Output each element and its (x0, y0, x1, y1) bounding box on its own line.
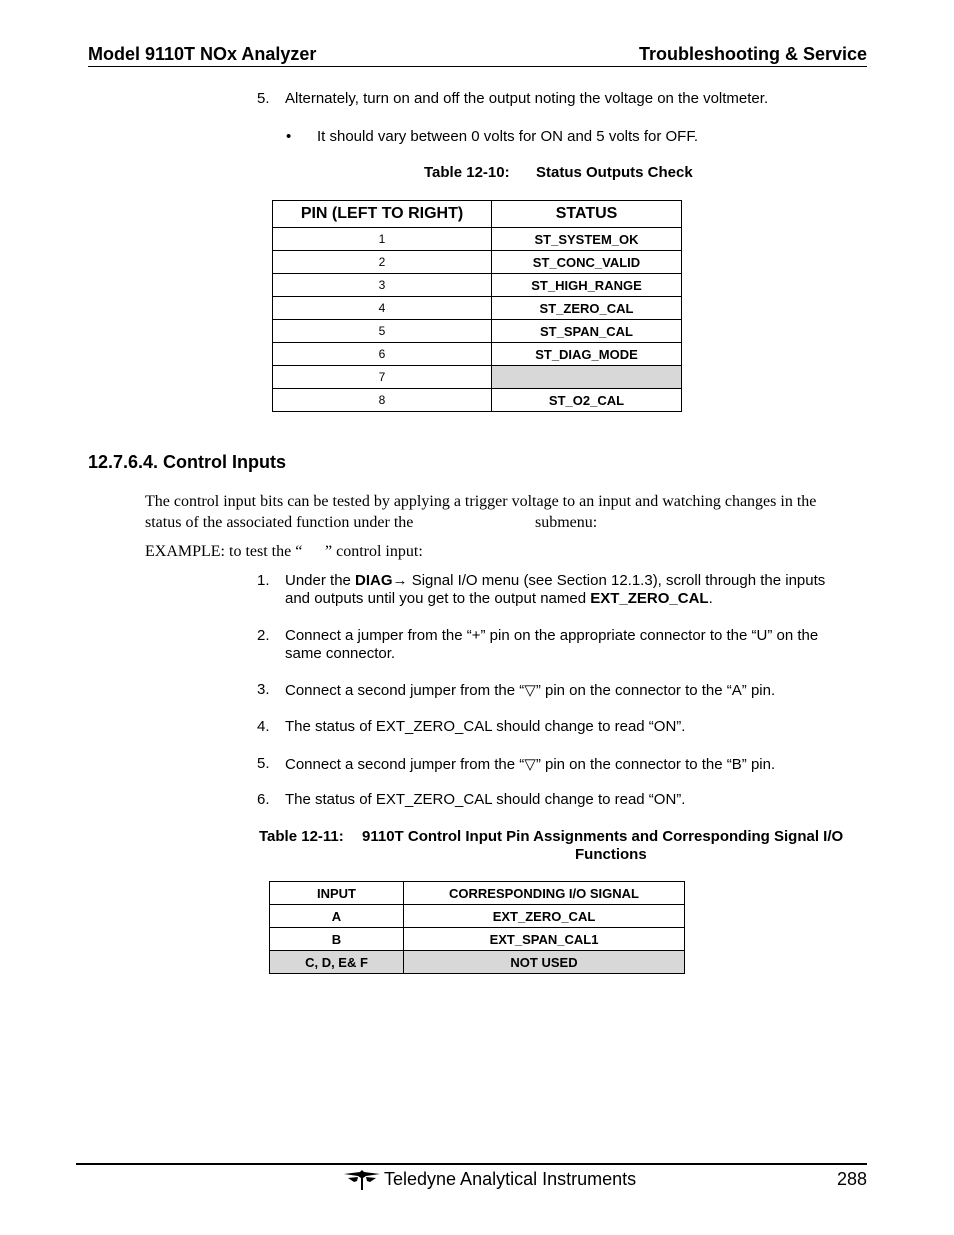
bullet-glyph: • (286, 128, 292, 145)
signal-cell: NOT USED (404, 951, 685, 974)
step-number: 5. (257, 90, 270, 107)
step-text: Connect a second jumper from the “▽” pin on the connector to the “B” pin. (285, 756, 776, 773)
page-number: 288 (836, 1169, 867, 1189)
status-cell: ST_ZERO_CAL (492, 297, 682, 320)
section-heading: 12.7.6.4. Control Inputs (88, 452, 287, 472)
pin-cell: 3 (273, 274, 492, 297)
page-header (88, 44, 867, 67)
table-row (273, 389, 682, 412)
step-number: 3. (257, 681, 270, 698)
paragraph-line: status of the associated function under the (145, 514, 414, 531)
step-number: 6. (257, 791, 270, 808)
status-cell: ST_SPAN_CAL (492, 320, 682, 343)
step-number: 2. (257, 627, 270, 644)
table1-caption-title: Status Outputs Check (536, 164, 693, 181)
column-header: INPUT (270, 882, 404, 905)
arrow-icon: → (392, 572, 408, 589)
pin-cell: 8 (273, 389, 492, 412)
signal-cell: EXT_ZERO_CAL (404, 905, 685, 928)
bullet-text: It should vary between 0 volts for ON and 5 volts for OFF. (317, 128, 698, 145)
pin-cell: 1 (273, 228, 492, 251)
column-header: STATUS (492, 201, 682, 228)
input-cell: B (270, 928, 404, 951)
table2-caption-number: Table 12-11: (259, 828, 344, 845)
table-row (273, 251, 682, 274)
table-row (270, 905, 685, 928)
step-number: 4. (257, 718, 270, 735)
status-cell: ST_HIGH_RANGE (492, 274, 682, 297)
status-cell: ST_CONC_VALID (492, 251, 682, 274)
teledyne-logo-icon (344, 1170, 380, 1190)
table-row (270, 928, 685, 951)
table-row (273, 320, 682, 343)
input-cell: A (270, 905, 404, 928)
signal-cell: EXT_SPAN_CAL1 (404, 928, 685, 951)
table-row (273, 228, 682, 251)
pin-cell: 2 (273, 251, 492, 274)
input-cell: C, D, E& F (270, 951, 404, 974)
step-text: and outputs until you get to the output named EXT_ZERO_CAL. (285, 590, 713, 607)
footer-rule (76, 1163, 867, 1165)
status-cell-empty (492, 366, 682, 389)
column-header: CORRESPONDING I/O SIGNAL (404, 882, 685, 905)
status-cell: ST_DIAG_MODE (492, 343, 682, 366)
status-outputs-table (272, 200, 682, 412)
step-text: Connect a jumper from the “+” pin on the appropriate connector to the “U” on the (285, 627, 819, 644)
pin-cell: 5 (273, 320, 492, 343)
table-row (273, 297, 682, 320)
step-number: 1. (257, 572, 270, 589)
table2-caption-title: 9110T Control Input Pin Assignments and Corresponding Signal I/O (362, 828, 844, 845)
status-cell: ST_SYSTEM_OK (492, 228, 682, 251)
table1-caption-number: Table 12-10: (424, 164, 510, 181)
table2-caption-title: Functions (575, 846, 647, 863)
paragraph-line: submenu: (535, 514, 598, 531)
step-text: Under the DIAG→ Signal I/O menu (see Section 12.1.3), scroll through the inputs (285, 572, 826, 589)
example-text: ” control input: (325, 543, 423, 560)
table-row (273, 274, 682, 297)
step-text: The status of EXT_ZERO_CAL should change to read “ON”. (285, 718, 686, 735)
step-text: Connect a second jumper from the “▽” pin on the connector to the “A” pin. (285, 682, 776, 699)
header-section-title: Troubleshooting & Service (638, 44, 867, 64)
pin-cell: 6 (273, 343, 492, 366)
paragraph-line: The control input bits can be tested by applying a trigger voltage to an input and watching changes in the (145, 493, 817, 510)
status-cell: ST_O2_CAL (492, 389, 682, 412)
footer-company: Teledyne Analytical Instruments (384, 1169, 637, 1189)
column-header: PIN (LEFT TO RIGHT) (273, 201, 492, 228)
step-text: same connector. (285, 645, 396, 662)
table-header-row (270, 882, 685, 905)
step-number: 5. (257, 755, 270, 772)
header-model-title: Model 9110T NOx Analyzer (88, 44, 317, 64)
table-row (270, 951, 685, 974)
table-header-row (273, 201, 682, 228)
table-row (273, 366, 682, 389)
control-input-table (269, 881, 685, 974)
table-row (273, 343, 682, 366)
step-text: Alternately, turn on and off the output noting the voltage on the voltmeter. (285, 90, 769, 107)
pin-cell: 7 (273, 366, 492, 389)
step-text: The status of EXT_ZERO_CAL should change to read “ON”. (285, 791, 686, 808)
example-text: EXAMPLE: to test the “ (145, 543, 303, 560)
pin-cell: 4 (273, 297, 492, 320)
